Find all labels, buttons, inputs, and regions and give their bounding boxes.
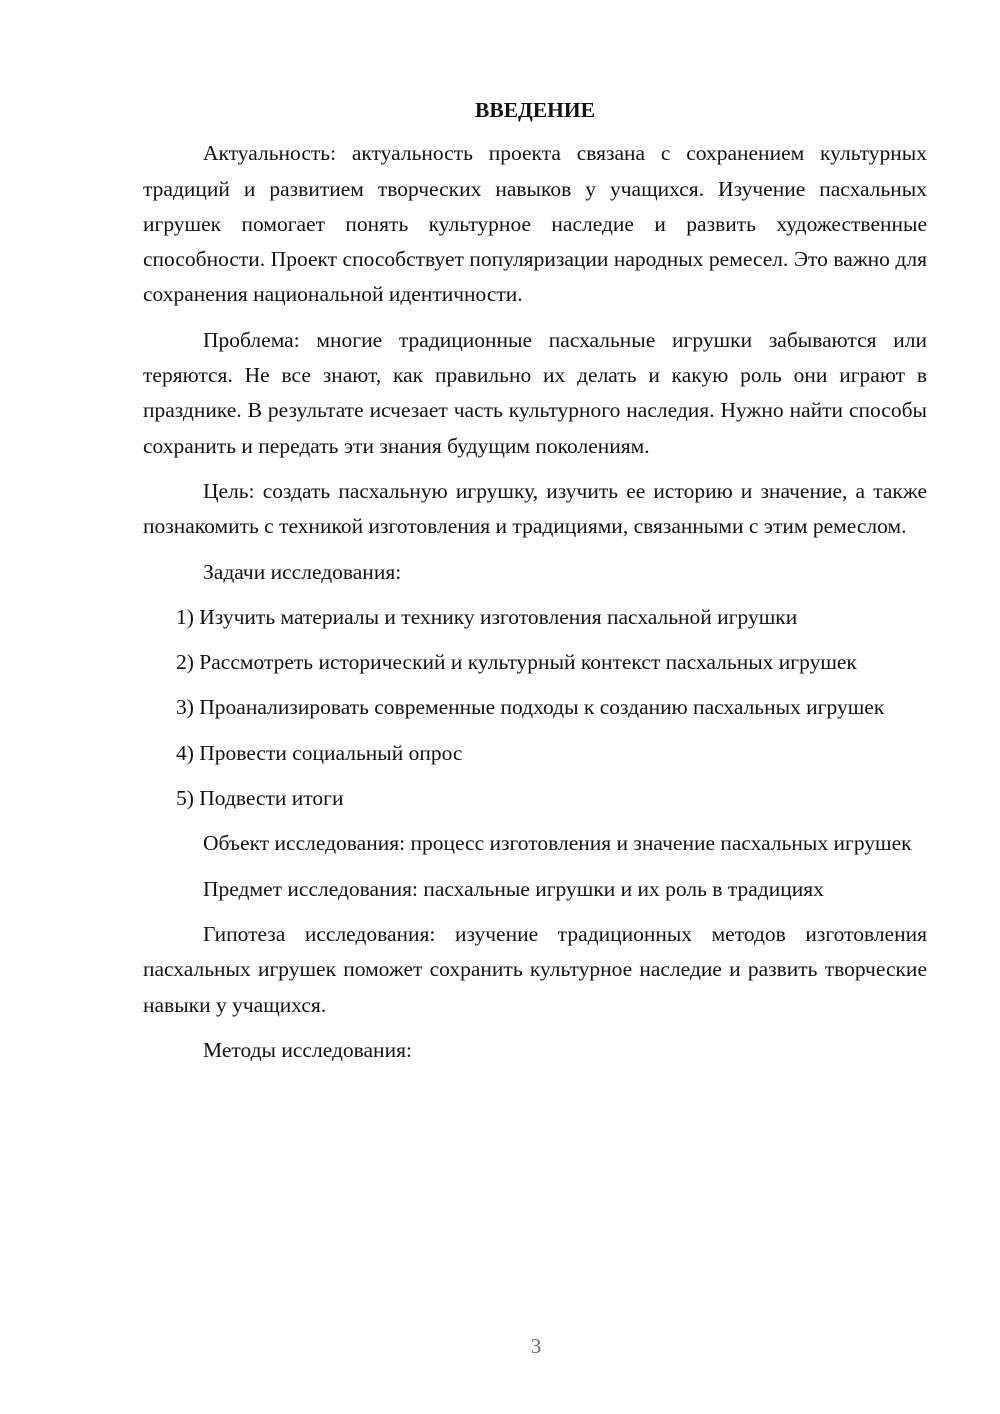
- paragraph-methods: Методы исследования:: [203, 1037, 412, 1062]
- section-title: ВВЕДЕНИЕ: [475, 98, 595, 122]
- page-content: [143, 93, 927, 1078]
- task-item-1: 1) Изучить материалы и технику изготовления пасхальной игрушки: [176, 604, 798, 629]
- paragraph-hypothesis: Гипотеза исследования: изучение традиционных методов изготовления пасхальных игрушек поможет сохранить культурное наследие и развить творческие навыки у учащихся.: [143, 921, 927, 1017]
- paragraph-goal: Цель: создать пасхальную игрушку, изучить ее историю и значение, а также познакомить с техникой изготовления и традициями, связанными с этим ремеслом.: [143, 478, 927, 539]
- task-item-3: 3) Проанализировать современные подходы к созданию пасхальных игрушек: [176, 695, 885, 720]
- paragraph-object: Объект исследования: процесс изготовления и значение пасхальных игрушек: [203, 831, 912, 856]
- paragraph-subject: Предмет исследования: пасхальные игрушки и их роль в традициях: [203, 876, 824, 901]
- paragraph-relevance: Актуальность: актуальность проекта связана с сохранением культурных традиций и развитием творческих навыков у учащихся. Изучение пасхальных игрушек помогает понять культурное наследие и развить художественные способности. Проект способствует популяризации народных ремесел. Это важно для сохранения национальной идентичности.: [143, 141, 927, 307]
- task-item-4: 4) Провести социальный опрос: [176, 740, 463, 765]
- task-item-2: 2) Рассмотреть исторический и культурный контекст пасхальных игрушек: [176, 650, 857, 675]
- page-number: 3: [530, 1334, 542, 1358]
- task-item-5: 5) Подвести итоги: [176, 786, 344, 811]
- paragraph-problem: Проблема: многие традиционные пасхальные игрушки забываются или теряются. Не все знают, как правильно их делать и какую роль они играют в празднике. В результате исчезает часть культурного наследия. Нужно найти способы сохранить и передать эти знания будущим поколениям.: [143, 327, 927, 458]
- paragraph-tasks-heading: Задачи исследования:: [203, 559, 402, 584]
